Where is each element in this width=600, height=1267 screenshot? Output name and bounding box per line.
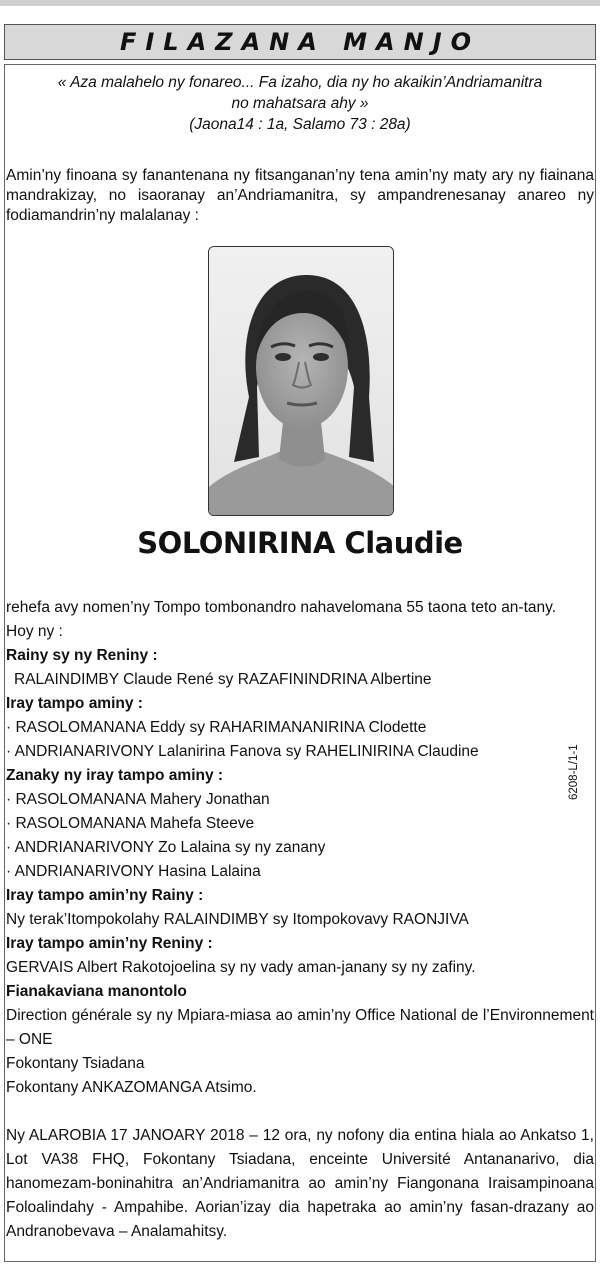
siblings-heading: Iray tampo aminy : xyxy=(6,695,143,712)
from-line: Hoy ny : xyxy=(6,623,63,640)
nephew-item: · ANDRIANARIVONY Zo Lalaina sy ny zanany xyxy=(6,839,326,856)
funeral-details: Ny ALAROBIA 17 JANOARY 2018 – 12 ora, ny nofony dia entina hiala ao Ankatso 1, Lot VA38 FHQ, Fokontany Tsiadana, enceinte Université Antananarivo, dia hanomezam-boninahitra an’Andriamanitra ao amin’ny Fiangonana Iraisampinoana Foloalindahy - Ampahibe. Aorian’izay dia hapetraka ao amin’ny fasan-drazany ao Andranobevava – Analamahitsy. xyxy=(6,1127,594,1240)
age-line: rehefa avy nomen’ny Tompo tombonandro nahavelomana 55 taona teto an-tany. xyxy=(6,599,557,616)
nephew-item: · RASOLOMANANA Mahefa Steeve xyxy=(6,815,255,832)
notice-header xyxy=(4,24,596,60)
notice-title: FILAZANA MANJO xyxy=(119,28,481,56)
family-line: Fokontany ANKAZOMANGA Atsimo. xyxy=(6,1079,257,1096)
top-rule xyxy=(0,0,600,6)
family-line: Fokontany Tsiadana xyxy=(6,1055,145,1072)
nephews-heading: Zanaky ny iray tampo aminy : xyxy=(6,767,224,784)
family-announcement xyxy=(6,596,594,1100)
deceased-name: SOLONIRINA Claudie xyxy=(137,526,463,560)
mother-siblings-heading: Iray tampo amin’ny Reniny : xyxy=(6,935,213,952)
mother-siblings-names: GERVAIS Albert Rakotojoelina sy ny vady aman-janany sy ny zafiny. xyxy=(6,959,476,976)
family-heading: Fianakaviana manontolo xyxy=(6,983,187,1000)
parents-names: RALAINDIMBY Claude René sy RAZAFININDRINA Albertine xyxy=(14,671,432,688)
verse-line-2: no mahatsara ahy » xyxy=(231,95,369,112)
sibling-item: · RASOLOMANANA Eddy sy RAHARIMANANIRINA Clodette xyxy=(6,719,427,736)
nephew-item: · ANDRIANARIVONY Hasina Lalaina xyxy=(6,863,261,880)
deceased-portrait xyxy=(208,246,394,516)
family-line: Direction générale sy ny Mpiara-miasa ao amin’ny Office National de l’Environnement – ONE xyxy=(6,1007,594,1048)
intro-paragraph: Amin’ny finoana sy fanantenana ny fitsanganan’ny tena amin’ny maty ary ny fiainana mandrakizay, no isaoranay an’Andriamanitra, sy ampandrenesanay anareo ny fodiamandrin’ny malalanay : xyxy=(6,167,594,224)
sibling-item: · ANDRIANARIVONY Lalanirina Fanova sy RAHELINIRINA Claudine xyxy=(6,743,479,760)
ad-reference-code: 6208-L/1-1 xyxy=(568,744,580,800)
father-siblings-heading: Iray tampo amin’ny Rainy : xyxy=(6,887,204,904)
portrait-image xyxy=(209,247,394,516)
parents-heading: Rainy sy ny Reniny : xyxy=(6,647,158,664)
father-siblings-names: Ny terak’Itompokolahy RALAINDIMBY sy Itompokovavy RAONJIVA xyxy=(6,911,469,928)
verse-line-1: « Aza malahelo ny fonareo... Fa izaho, dia ny ho akaikin’Andriamanitra xyxy=(57,74,543,91)
nephew-item: · RASOLOMANANA Mahery Jonathan xyxy=(6,791,270,808)
bible-verse xyxy=(4,72,596,135)
verse-reference: (Jaona14 : 1a, Salamo 73 : 28a) xyxy=(189,116,411,133)
